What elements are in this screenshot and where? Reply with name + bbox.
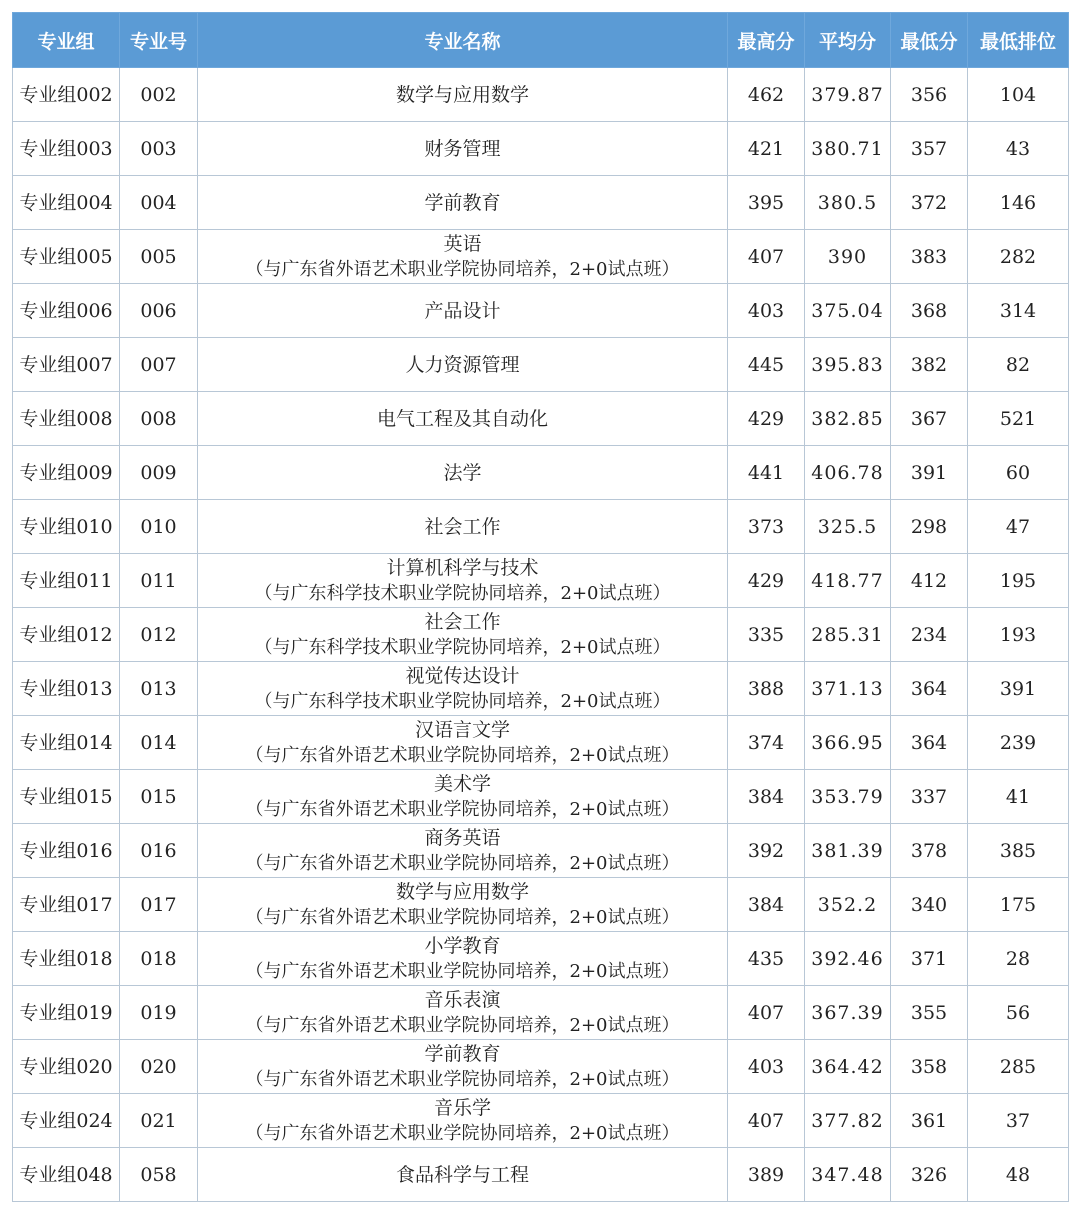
header-row: [13, 13, 1069, 68]
cell-avg-score: 366.95: [805, 716, 891, 770]
cell-code: 011: [120, 554, 198, 608]
score-table-container: [12, 12, 1068, 1202]
cell-name: [198, 878, 728, 932]
cell-min-rank: 104: [968, 68, 1069, 122]
cell-min-rank: 391: [968, 662, 1069, 716]
cell-group: 专业组018: [13, 932, 120, 986]
cell-min-rank: 41: [968, 770, 1069, 824]
table-row: [13, 122, 1069, 176]
cell-avg-score: 367.39: [805, 986, 891, 1040]
cell-max-score: 403: [728, 284, 805, 338]
cell-min-score: 391: [891, 446, 968, 500]
cell-max-score: 392: [728, 824, 805, 878]
cell-avg-score: 325.5: [805, 500, 891, 554]
cell-min-score: 372: [891, 176, 968, 230]
cell-min-score: 356: [891, 68, 968, 122]
cell-name: [198, 932, 728, 986]
cell-name: [198, 608, 728, 662]
cell-code: 018: [120, 932, 198, 986]
table-body: [13, 68, 1069, 1202]
admission-score-table: [12, 12, 1069, 1202]
cell-min-score: 337: [891, 770, 968, 824]
header-group: 专业组: [13, 13, 120, 68]
major-name: 法学: [443, 461, 482, 484]
cell-min-rank: 195: [968, 554, 1069, 608]
table-row: [13, 392, 1069, 446]
cell-code: 058: [120, 1148, 198, 1202]
cell-group: 专业组020: [13, 1040, 120, 1094]
table-row: [13, 1094, 1069, 1148]
cell-min-score: 412: [891, 554, 968, 608]
table-row: [13, 230, 1069, 284]
cell-group: 专业组048: [13, 1148, 120, 1202]
cell-min-rank: 239: [968, 716, 1069, 770]
major-name: 数学与应用数学: [395, 880, 529, 903]
major-name: 社会工作: [424, 515, 501, 538]
cell-name: [198, 176, 728, 230]
cell-group: 专业组015: [13, 770, 120, 824]
cell-group: 专业组014: [13, 716, 120, 770]
cell-min-score: 355: [891, 986, 968, 1040]
cell-min-score: 364: [891, 662, 968, 716]
cell-min-score: 298: [891, 500, 968, 554]
cell-min-score: 367: [891, 392, 968, 446]
header-max: 最高分: [728, 13, 805, 68]
cell-group: 专业组002: [13, 68, 120, 122]
cell-name: [198, 68, 728, 122]
cell-group: 专业组024: [13, 1094, 120, 1148]
cell-group: 专业组006: [13, 284, 120, 338]
cell-code: 020: [120, 1040, 198, 1094]
cell-code: 016: [120, 824, 198, 878]
cell-code: 004: [120, 176, 198, 230]
major-note: （与广东省外语艺术职业学院协同培养，2+0试点班）: [245, 960, 680, 982]
table-row: [13, 878, 1069, 932]
cell-code: 003: [120, 122, 198, 176]
header-min: 最低分: [891, 13, 968, 68]
cell-avg-score: 364.42: [805, 1040, 891, 1094]
major-note: （与广东省外语艺术职业学院协同培养，2+0试点班）: [245, 1068, 680, 1090]
major-name: 学前教育: [424, 191, 501, 214]
major-name: 小学教育: [424, 934, 501, 957]
cell-min-score: 326: [891, 1148, 968, 1202]
cell-code: 006: [120, 284, 198, 338]
cell-name: [198, 392, 728, 446]
cell-name: [198, 770, 728, 824]
major-name: 音乐学: [433, 1096, 491, 1119]
cell-group: 专业组016: [13, 824, 120, 878]
major-note: （与广东科学技术职业学院协同培养，2+0试点班）: [254, 690, 671, 712]
cell-code: 021: [120, 1094, 198, 1148]
cell-code: 010: [120, 500, 198, 554]
cell-avg-score: 395.83: [805, 338, 891, 392]
table-row: [13, 662, 1069, 716]
cell-min-rank: 48: [968, 1148, 1069, 1202]
table-row: [13, 338, 1069, 392]
header-name: 专业名称: [198, 13, 728, 68]
table-row: [13, 1148, 1069, 1202]
cell-max-score: 421: [728, 122, 805, 176]
cell-group: 专业组012: [13, 608, 120, 662]
cell-name: [198, 1040, 728, 1094]
table-row: [13, 68, 1069, 122]
table-row: [13, 986, 1069, 1040]
cell-group: 专业组007: [13, 338, 120, 392]
cell-group: 专业组011: [13, 554, 120, 608]
major-note: （与广东省外语艺术职业学院协同培养，2+0试点班）: [245, 1014, 680, 1036]
cell-min-rank: 521: [968, 392, 1069, 446]
cell-min-score: 368: [891, 284, 968, 338]
cell-name: [198, 1094, 728, 1148]
major-name: 电气工程及其自动化: [376, 407, 548, 430]
cell-group: 专业组005: [13, 230, 120, 284]
cell-group: 专业组008: [13, 392, 120, 446]
cell-name: [198, 122, 728, 176]
major-name: 音乐表演: [424, 988, 501, 1011]
cell-min-rank: 175: [968, 878, 1069, 932]
cell-avg-score: 380.5: [805, 176, 891, 230]
cell-name: [198, 1148, 728, 1202]
cell-max-score: 373: [728, 500, 805, 554]
cell-code: 002: [120, 68, 198, 122]
table-row: [13, 770, 1069, 824]
cell-avg-score: 371.13: [805, 662, 891, 716]
cell-avg-score: 347.48: [805, 1148, 891, 1202]
cell-min-score: 358: [891, 1040, 968, 1094]
cell-min-rank: 285: [968, 1040, 1069, 1094]
cell-avg-score: 379.87: [805, 68, 891, 122]
cell-max-score: 388: [728, 662, 805, 716]
major-note: （与广东省外语艺术职业学院协同培养，2+0试点班）: [245, 258, 680, 280]
cell-name: [198, 716, 728, 770]
cell-min-score: 361: [891, 1094, 968, 1148]
cell-min-score: 378: [891, 824, 968, 878]
cell-group: 专业组004: [13, 176, 120, 230]
cell-code: 005: [120, 230, 198, 284]
table-row: [13, 608, 1069, 662]
major-name: 英语: [443, 232, 482, 255]
cell-max-score: 384: [728, 770, 805, 824]
cell-name: [198, 284, 728, 338]
cell-code: 014: [120, 716, 198, 770]
cell-code: 017: [120, 878, 198, 932]
cell-code: 013: [120, 662, 198, 716]
cell-group: 专业组019: [13, 986, 120, 1040]
cell-avg-score: 380.71: [805, 122, 891, 176]
cell-max-score: 403: [728, 1040, 805, 1094]
table-row: [13, 716, 1069, 770]
cell-max-score: 407: [728, 1094, 805, 1148]
cell-min-rank: 43: [968, 122, 1069, 176]
major-note: （与广东省外语艺术职业学院协同培养，2+0试点班）: [245, 852, 680, 874]
table-row: [13, 176, 1069, 230]
cell-code: 007: [120, 338, 198, 392]
cell-max-score: 429: [728, 392, 805, 446]
major-name: 食品科学与工程: [395, 1163, 529, 1186]
cell-max-score: 441: [728, 446, 805, 500]
header-avg: 平均分: [805, 13, 891, 68]
major-name: 视觉传达设计: [405, 664, 520, 687]
cell-min-rank: 37: [968, 1094, 1069, 1148]
cell-group: 专业组013: [13, 662, 120, 716]
table-row: [13, 824, 1069, 878]
cell-max-score: 395: [728, 176, 805, 230]
major-name: 社会工作: [424, 610, 501, 633]
cell-max-score: 384: [728, 878, 805, 932]
cell-min-score: 371: [891, 932, 968, 986]
cell-group: 专业组010: [13, 500, 120, 554]
cell-min-rank: 385: [968, 824, 1069, 878]
cell-min-rank: 60: [968, 446, 1069, 500]
major-name: 产品设计: [424, 299, 501, 322]
cell-min-rank: 47: [968, 500, 1069, 554]
table-row: [13, 284, 1069, 338]
cell-max-score: 429: [728, 554, 805, 608]
cell-name: [198, 500, 728, 554]
cell-min-score: 382: [891, 338, 968, 392]
cell-min-rank: 193: [968, 608, 1069, 662]
cell-min-score: 340: [891, 878, 968, 932]
cell-min-rank: 56: [968, 986, 1069, 1040]
cell-name: [198, 338, 728, 392]
table-row: [13, 1040, 1069, 1094]
cell-avg-score: 392.46: [805, 932, 891, 986]
cell-avg-score: 353.79: [805, 770, 891, 824]
header-code: 专业号: [120, 13, 198, 68]
table-row: [13, 554, 1069, 608]
cell-code: 015: [120, 770, 198, 824]
major-name: 数学与应用数学: [395, 83, 529, 106]
major-note: （与广东省外语艺术职业学院协同培养，2+0试点班）: [245, 798, 680, 820]
major-name: 计算机科学与技术: [386, 556, 539, 579]
major-note: （与广东科学技术职业学院协同培养，2+0试点班）: [254, 636, 671, 658]
cell-group: 专业组017: [13, 878, 120, 932]
cell-min-rank: 82: [968, 338, 1069, 392]
major-name: 汉语言文学: [414, 718, 510, 741]
cell-code: 012: [120, 608, 198, 662]
cell-min-rank: 28: [968, 932, 1069, 986]
cell-max-score: 445: [728, 338, 805, 392]
cell-min-score: 383: [891, 230, 968, 284]
major-name: 学前教育: [424, 1042, 501, 1065]
cell-avg-score: 418.77: [805, 554, 891, 608]
cell-min-score: 357: [891, 122, 968, 176]
cell-code: 009: [120, 446, 198, 500]
table-row: [13, 500, 1069, 554]
cell-min-rank: 314: [968, 284, 1069, 338]
cell-group: 专业组009: [13, 446, 120, 500]
cell-max-score: 435: [728, 932, 805, 986]
cell-name: [198, 662, 728, 716]
cell-avg-score: 285.31: [805, 608, 891, 662]
cell-max-score: 407: [728, 986, 805, 1040]
cell-min-score: 234: [891, 608, 968, 662]
cell-max-score: 335: [728, 608, 805, 662]
cell-code: 019: [120, 986, 198, 1040]
major-name: 商务英语: [424, 826, 501, 849]
cell-max-score: 407: [728, 230, 805, 284]
cell-name: [198, 824, 728, 878]
major-name: 美术学: [433, 772, 491, 795]
major-name: 财务管理: [424, 137, 501, 160]
cell-avg-score: 381.39: [805, 824, 891, 878]
cell-avg-score: 352.2: [805, 878, 891, 932]
table-row: [13, 446, 1069, 500]
cell-max-score: 374: [728, 716, 805, 770]
cell-name: [198, 986, 728, 1040]
cell-max-score: 462: [728, 68, 805, 122]
cell-avg-score: 382.85: [805, 392, 891, 446]
cell-avg-score: 390: [805, 230, 891, 284]
cell-min-score: 364: [891, 716, 968, 770]
cell-code: 008: [120, 392, 198, 446]
cell-min-rank: 146: [968, 176, 1069, 230]
major-note: （与广东省外语艺术职业学院协同培养，2+0试点班）: [245, 1122, 680, 1144]
cell-name: [198, 446, 728, 500]
major-note: （与广东科学技术职业学院协同培养，2+0试点班）: [254, 582, 671, 604]
table-row: [13, 932, 1069, 986]
cell-avg-score: 377.82: [805, 1094, 891, 1148]
cell-name: [198, 230, 728, 284]
cell-max-score: 389: [728, 1148, 805, 1202]
major-name: 人力资源管理: [405, 353, 520, 376]
table-header: [13, 13, 1069, 68]
cell-name: [198, 554, 728, 608]
major-note: （与广东省外语艺术职业学院协同培养，2+0试点班）: [245, 744, 680, 766]
cell-avg-score: 375.04: [805, 284, 891, 338]
header-rank: 最低排位: [968, 13, 1069, 68]
cell-avg-score: 406.78: [805, 446, 891, 500]
major-note: （与广东省外语艺术职业学院协同培养，2+0试点班）: [245, 906, 680, 928]
cell-group: 专业组003: [13, 122, 120, 176]
cell-min-rank: 282: [968, 230, 1069, 284]
